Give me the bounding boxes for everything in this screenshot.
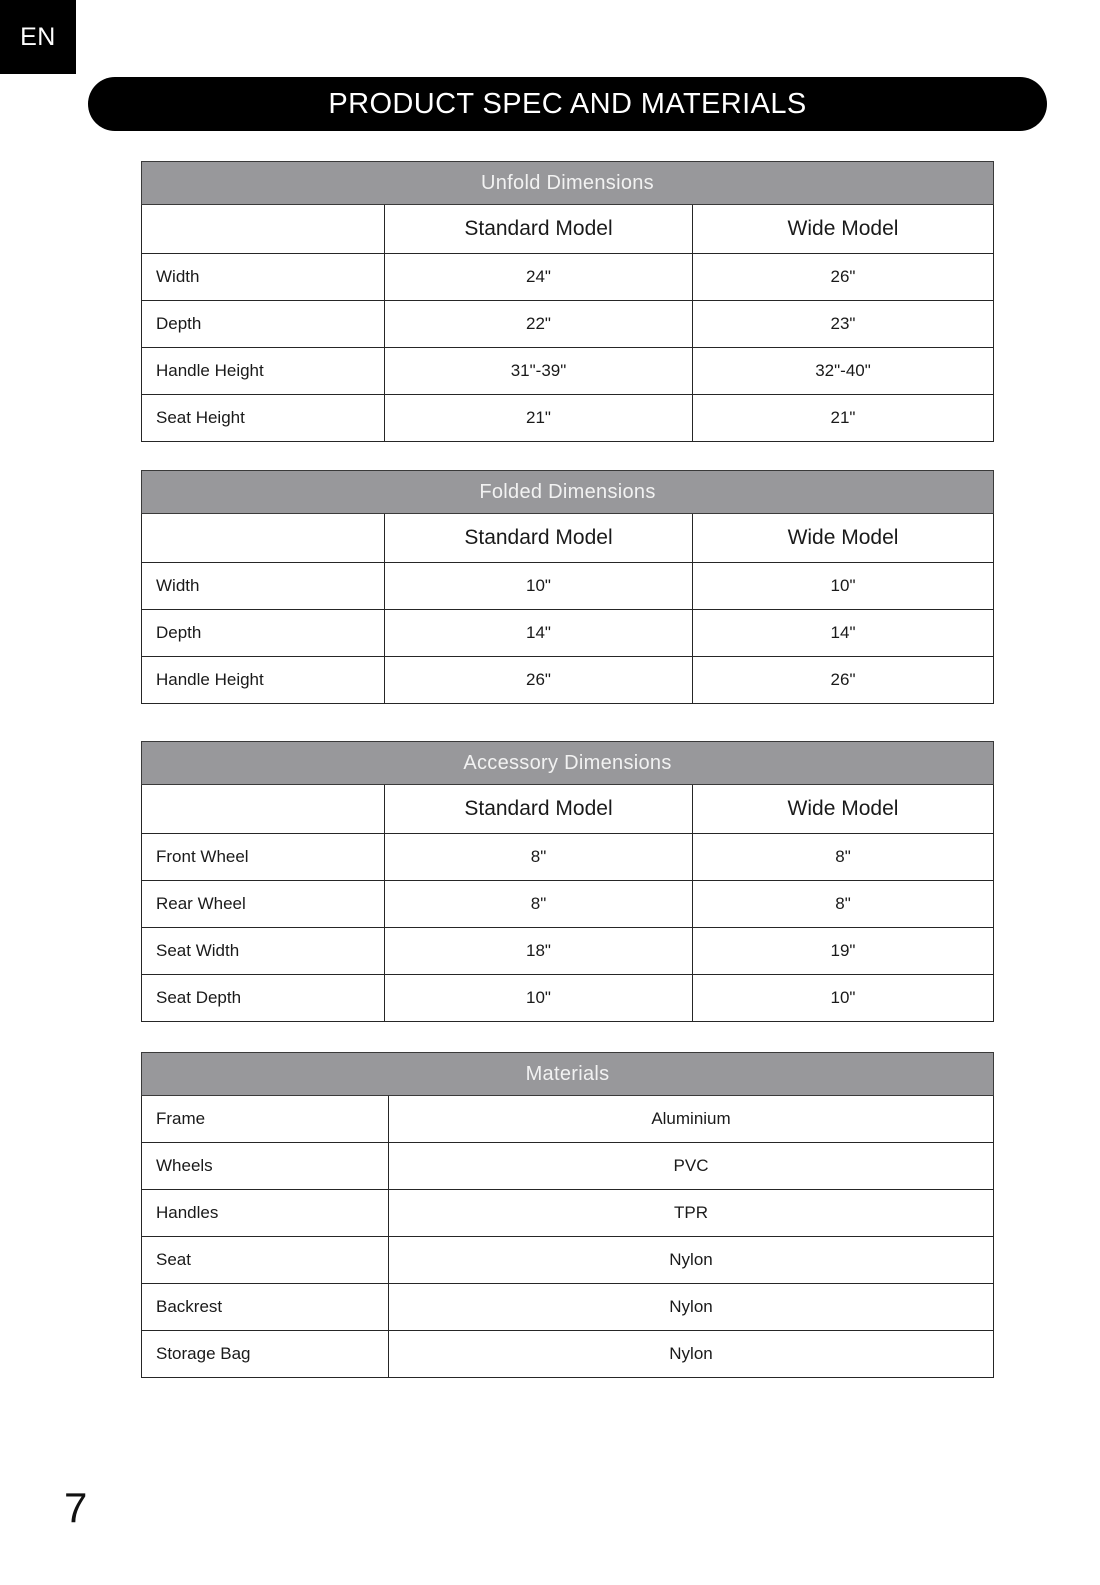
cell-wide: 21" — [693, 395, 994, 442]
column-header-standard-model: Standard Model — [385, 514, 693, 563]
row-label: Width — [142, 563, 385, 610]
table-row — [142, 254, 994, 301]
table-column-header-row — [142, 205, 994, 254]
row-label: Front Wheel — [142, 834, 385, 881]
cell-standard: 21" — [385, 395, 693, 442]
table-folded-dimensions — [141, 470, 994, 704]
table-row — [142, 301, 994, 348]
table-row — [142, 1331, 994, 1378]
cell-standard: 10" — [385, 563, 693, 610]
table-row — [142, 1143, 994, 1190]
table-row — [142, 1190, 994, 1237]
table-section-header-row — [142, 742, 994, 785]
table-materials — [141, 1052, 994, 1378]
table-unfold-dimensions — [141, 161, 994, 442]
column-header-blank — [142, 514, 385, 563]
cell-standard: 10" — [385, 975, 693, 1022]
row-label: Depth — [142, 610, 385, 657]
cell-standard: 24" — [385, 254, 693, 301]
table-row — [142, 834, 994, 881]
cell-wide: 32"-40" — [693, 348, 994, 395]
cell-material: Nylon — [389, 1237, 994, 1284]
cell-wide: 14" — [693, 610, 994, 657]
section-header-accessory: Accessory Dimensions — [142, 742, 994, 785]
cell-standard: 18" — [385, 928, 693, 975]
cell-standard: 8" — [385, 834, 693, 881]
column-header-wide-model: Wide Model — [693, 514, 994, 563]
table-column-header-row — [142, 514, 994, 563]
table-row — [142, 657, 994, 704]
column-header-blank — [142, 785, 385, 834]
row-label: Rear Wheel — [142, 881, 385, 928]
row-label: Backrest — [142, 1284, 389, 1331]
table-row — [142, 563, 994, 610]
row-label: Seat — [142, 1237, 389, 1284]
cell-material: Nylon — [389, 1331, 994, 1378]
table-section-header-row — [142, 471, 994, 514]
column-header-standard-model: Standard Model — [385, 785, 693, 834]
cell-standard: 22" — [385, 301, 693, 348]
page-title: PRODUCT SPEC AND MATERIALS — [328, 87, 807, 120]
cell-material: Aluminium — [389, 1096, 994, 1143]
section-header-folded: Folded Dimensions — [142, 471, 994, 514]
table-row — [142, 348, 994, 395]
cell-material: TPR — [389, 1190, 994, 1237]
cell-wide: 8" — [693, 881, 994, 928]
cell-standard: 31"-39" — [385, 348, 693, 395]
row-label: Frame — [142, 1096, 389, 1143]
table-section-header-row — [142, 162, 994, 205]
table-row — [142, 975, 994, 1022]
column-header-wide-model: Wide Model — [693, 205, 994, 254]
section-header-materials: Materials — [142, 1053, 994, 1096]
row-label: Wheels — [142, 1143, 389, 1190]
cell-standard: 8" — [385, 881, 693, 928]
table-row — [142, 1284, 994, 1331]
table-row — [142, 610, 994, 657]
cell-wide: 10" — [693, 975, 994, 1022]
language-tab-label: EN — [20, 22, 56, 51]
page-title-banner — [88, 77, 1047, 131]
table-row — [142, 1096, 994, 1143]
table-accessory-dimensions — [141, 741, 994, 1022]
row-label: Seat Width — [142, 928, 385, 975]
row-label: Handle Height — [142, 348, 385, 395]
page-number: 7 — [64, 1484, 88, 1531]
column-header-blank — [142, 205, 385, 254]
table-row — [142, 881, 994, 928]
section-header-unfold: Unfold Dimensions — [142, 162, 994, 205]
row-label: Depth — [142, 301, 385, 348]
cell-wide: 10" — [693, 563, 994, 610]
table-section-header-row — [142, 1053, 994, 1096]
cell-wide: 26" — [693, 657, 994, 704]
row-label: Width — [142, 254, 385, 301]
cell-wide: 19" — [693, 928, 994, 975]
cell-material: PVC — [389, 1143, 994, 1190]
row-label: Seat Depth — [142, 975, 385, 1022]
table-column-header-row — [142, 785, 994, 834]
column-header-wide-model: Wide Model — [693, 785, 994, 834]
table-row — [142, 395, 994, 442]
cell-standard: 14" — [385, 610, 693, 657]
cell-wide: 23" — [693, 301, 994, 348]
column-header-standard-model: Standard Model — [385, 205, 693, 254]
cell-wide: 26" — [693, 254, 994, 301]
row-label: Seat Height — [142, 395, 385, 442]
cell-standard: 26" — [385, 657, 693, 704]
language-tab — [0, 0, 76, 74]
cell-material: Nylon — [389, 1284, 994, 1331]
row-label: Storage Bag — [142, 1331, 389, 1378]
row-label: Handles — [142, 1190, 389, 1237]
cell-wide: 8" — [693, 834, 994, 881]
table-row — [142, 928, 994, 975]
row-label: Handle Height — [142, 657, 385, 704]
table-row — [142, 1237, 994, 1284]
